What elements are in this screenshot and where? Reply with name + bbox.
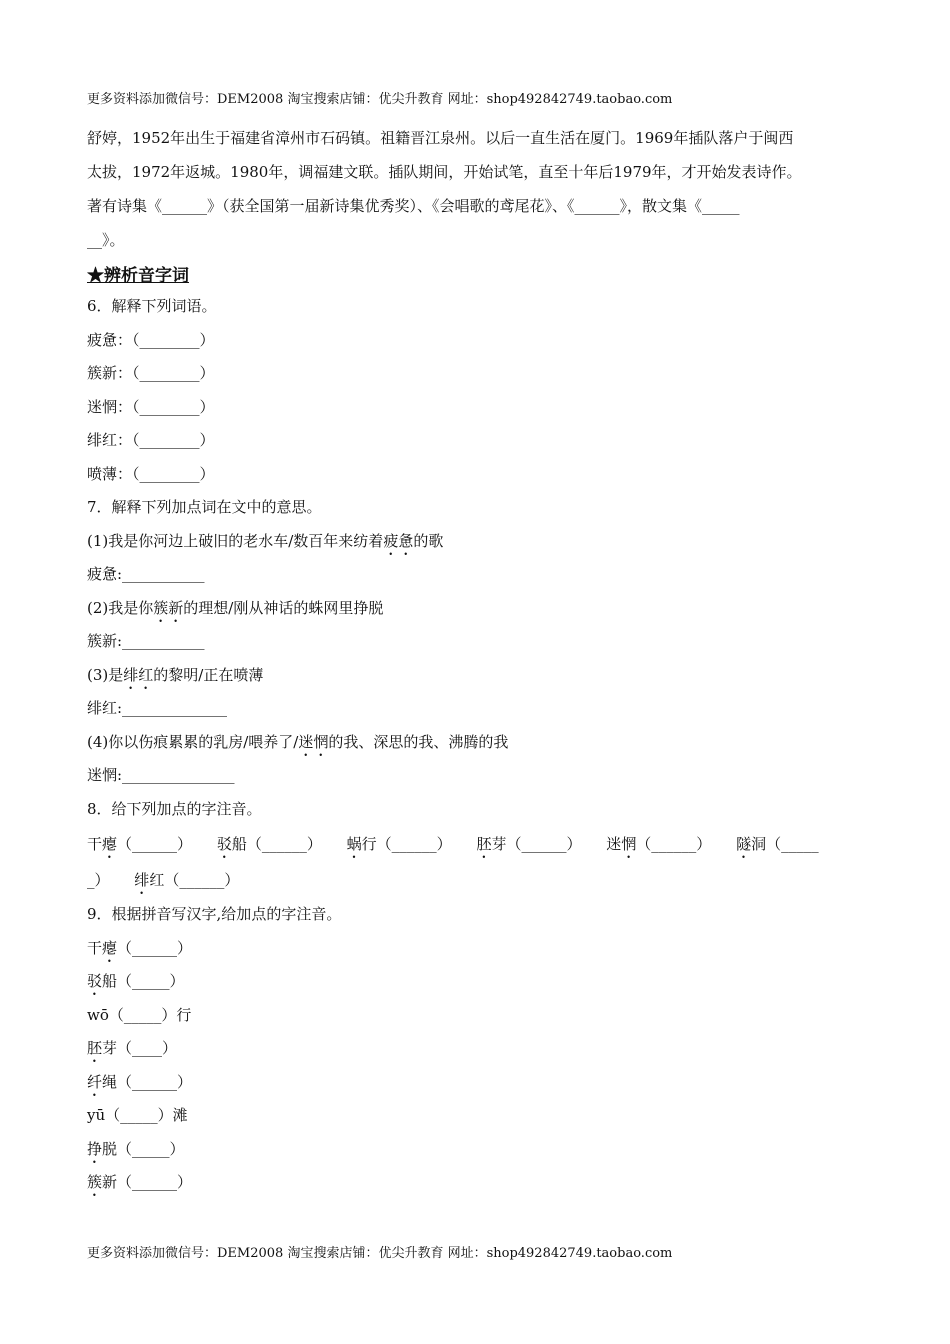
sentence (87, 659, 877, 693)
question-8 (87, 793, 877, 899)
answer-line: 迷惘：（________） (87, 397, 215, 416)
question-6 (87, 290, 877, 491)
pinyin-item: 胚芽（______） (476, 835, 582, 853)
pinyin-item: 纤绳（______） (87, 1072, 193, 1091)
pinyin-item: 绯红（______） (134, 871, 240, 889)
dotted-word: 簇新 (153, 598, 184, 617)
question-title: 6．解释下列词语。 (87, 297, 217, 315)
pinyin-item: 胚芽（____） (87, 1039, 178, 1057)
dotted-word: 迷惘 (298, 732, 329, 751)
dotted-char: 挣 (87, 1139, 103, 1158)
pinyin-item: 迷惘（______） (606, 835, 712, 853)
sentence (87, 592, 877, 626)
author-bio (87, 121, 877, 257)
pinyin-item: 驳船（______） (216, 835, 322, 853)
sentence-text: (4)你以伤痕累累的乳房/喂养了/ (87, 732, 299, 751)
answer-line: 绯红:______________ (87, 699, 228, 717)
answer-line: 疲惫:___________ (87, 565, 205, 583)
dotted-char: 驳 (216, 835, 232, 853)
dotted-char: 隧 (736, 835, 752, 853)
pinyin-item: 蜗行（______） (346, 835, 452, 853)
pinyin-item: 干瘪（______） (87, 835, 193, 853)
sentence-text: 的理想/刚从神话的蛛网里挣脱 (183, 598, 384, 617)
sentence-text: (3)是 (87, 665, 124, 684)
question-title: 8．给下列加点的字注音。 (87, 799, 262, 818)
sentence-text: 的黎明/正在喷薄 (153, 665, 264, 684)
document-body (87, 121, 877, 1200)
sentence (87, 525, 877, 559)
section-title: ★辨析音字词 (87, 266, 189, 286)
sentence-text: (2)我是你 (87, 598, 154, 617)
pinyin-item: 驳船（_____） (87, 972, 185, 990)
page-header: 更多资料添加微信号：DEM2008 淘宝搜索店铺：优尖升教育 网址：shop492842749.taobao.com (87, 92, 673, 107)
answer-line: 绯红：（________） (87, 431, 215, 449)
answer-line: 簇新:___________ (87, 632, 205, 650)
page-footer: 更多资料添加微信号：DEM2008 淘宝搜索店铺：优尖升教育 网址：shop492842749.taobao.com (87, 1246, 673, 1261)
answer-line: 喷薄：（________） (87, 464, 215, 483)
bio-line: 太拔，1972年返城。1980年，调福建文联。插队期间，开始试笔，直至十年后1979年，才开始发表诗作。 (87, 163, 802, 181)
dotted-char: 驳 (87, 972, 103, 990)
dotted-char: 惘 (621, 835, 637, 853)
question-title: 9．根据拼音写汉字,给加点的字注音。 (87, 905, 342, 923)
pinyin-item: 挣脱（_____） (87, 1139, 185, 1158)
bio-line: 舒婷，1952年出生于福建省漳州市石码镇。祖籍晋江泉州。以后一直生活在厦门。1969年插队落户于闽西 (87, 129, 794, 147)
pinyin-item: 干瘪（______） (87, 938, 193, 957)
pinyin-item: yū（_____）滩 (87, 1106, 188, 1124)
dotted-char: 瘪 (102, 835, 118, 853)
pinyin-item: wō（_____）行 (87, 1005, 192, 1024)
dotted-char: 蜗 (346, 835, 362, 853)
pinyin-row (87, 826, 877, 862)
pinyin-row (87, 862, 877, 898)
answer-line: 疲惫：（________） (87, 330, 215, 349)
pinyin-item: 簇新（______） (87, 1173, 193, 1191)
sentence-text: 的歌 (413, 531, 444, 550)
dotted-char: 绯 (134, 871, 150, 889)
dotted-char: 簇 (87, 1173, 103, 1191)
dotted-word: 疲惫 (383, 531, 414, 550)
bio-line: __》。 (87, 231, 125, 249)
sentence-text: 的我、深思的我、沸腾的我 (328, 732, 509, 751)
question-9 (87, 898, 877, 1200)
question-7 (87, 491, 877, 793)
pinyin-item-cont: _） (87, 871, 110, 889)
dotted-char: 纤 (87, 1072, 103, 1091)
dotted-char: 胚 (87, 1039, 103, 1057)
question-title: 7．解释下列加点词在文中的意思。 (87, 498, 322, 516)
sentence (87, 726, 877, 760)
answer-line: 迷惘:_______________ (87, 766, 235, 784)
bio-line: 著有诗集《______》（获全国第一届新诗集优秀奖）、《会唱歌的鸢尾花》、《______》，散文集《_____ (87, 197, 740, 215)
answer-line: 簇新：（________） (87, 364, 215, 382)
dotted-char: 瘪 (102, 938, 118, 957)
dotted-char: 胚 (476, 835, 492, 853)
pinyin-item: 隧洞（_____ (736, 835, 819, 853)
dotted-word: 绯红 (123, 665, 154, 684)
sentence-text: (1)我是你河边上破旧的老水车/数百年来纺着 (87, 531, 384, 550)
